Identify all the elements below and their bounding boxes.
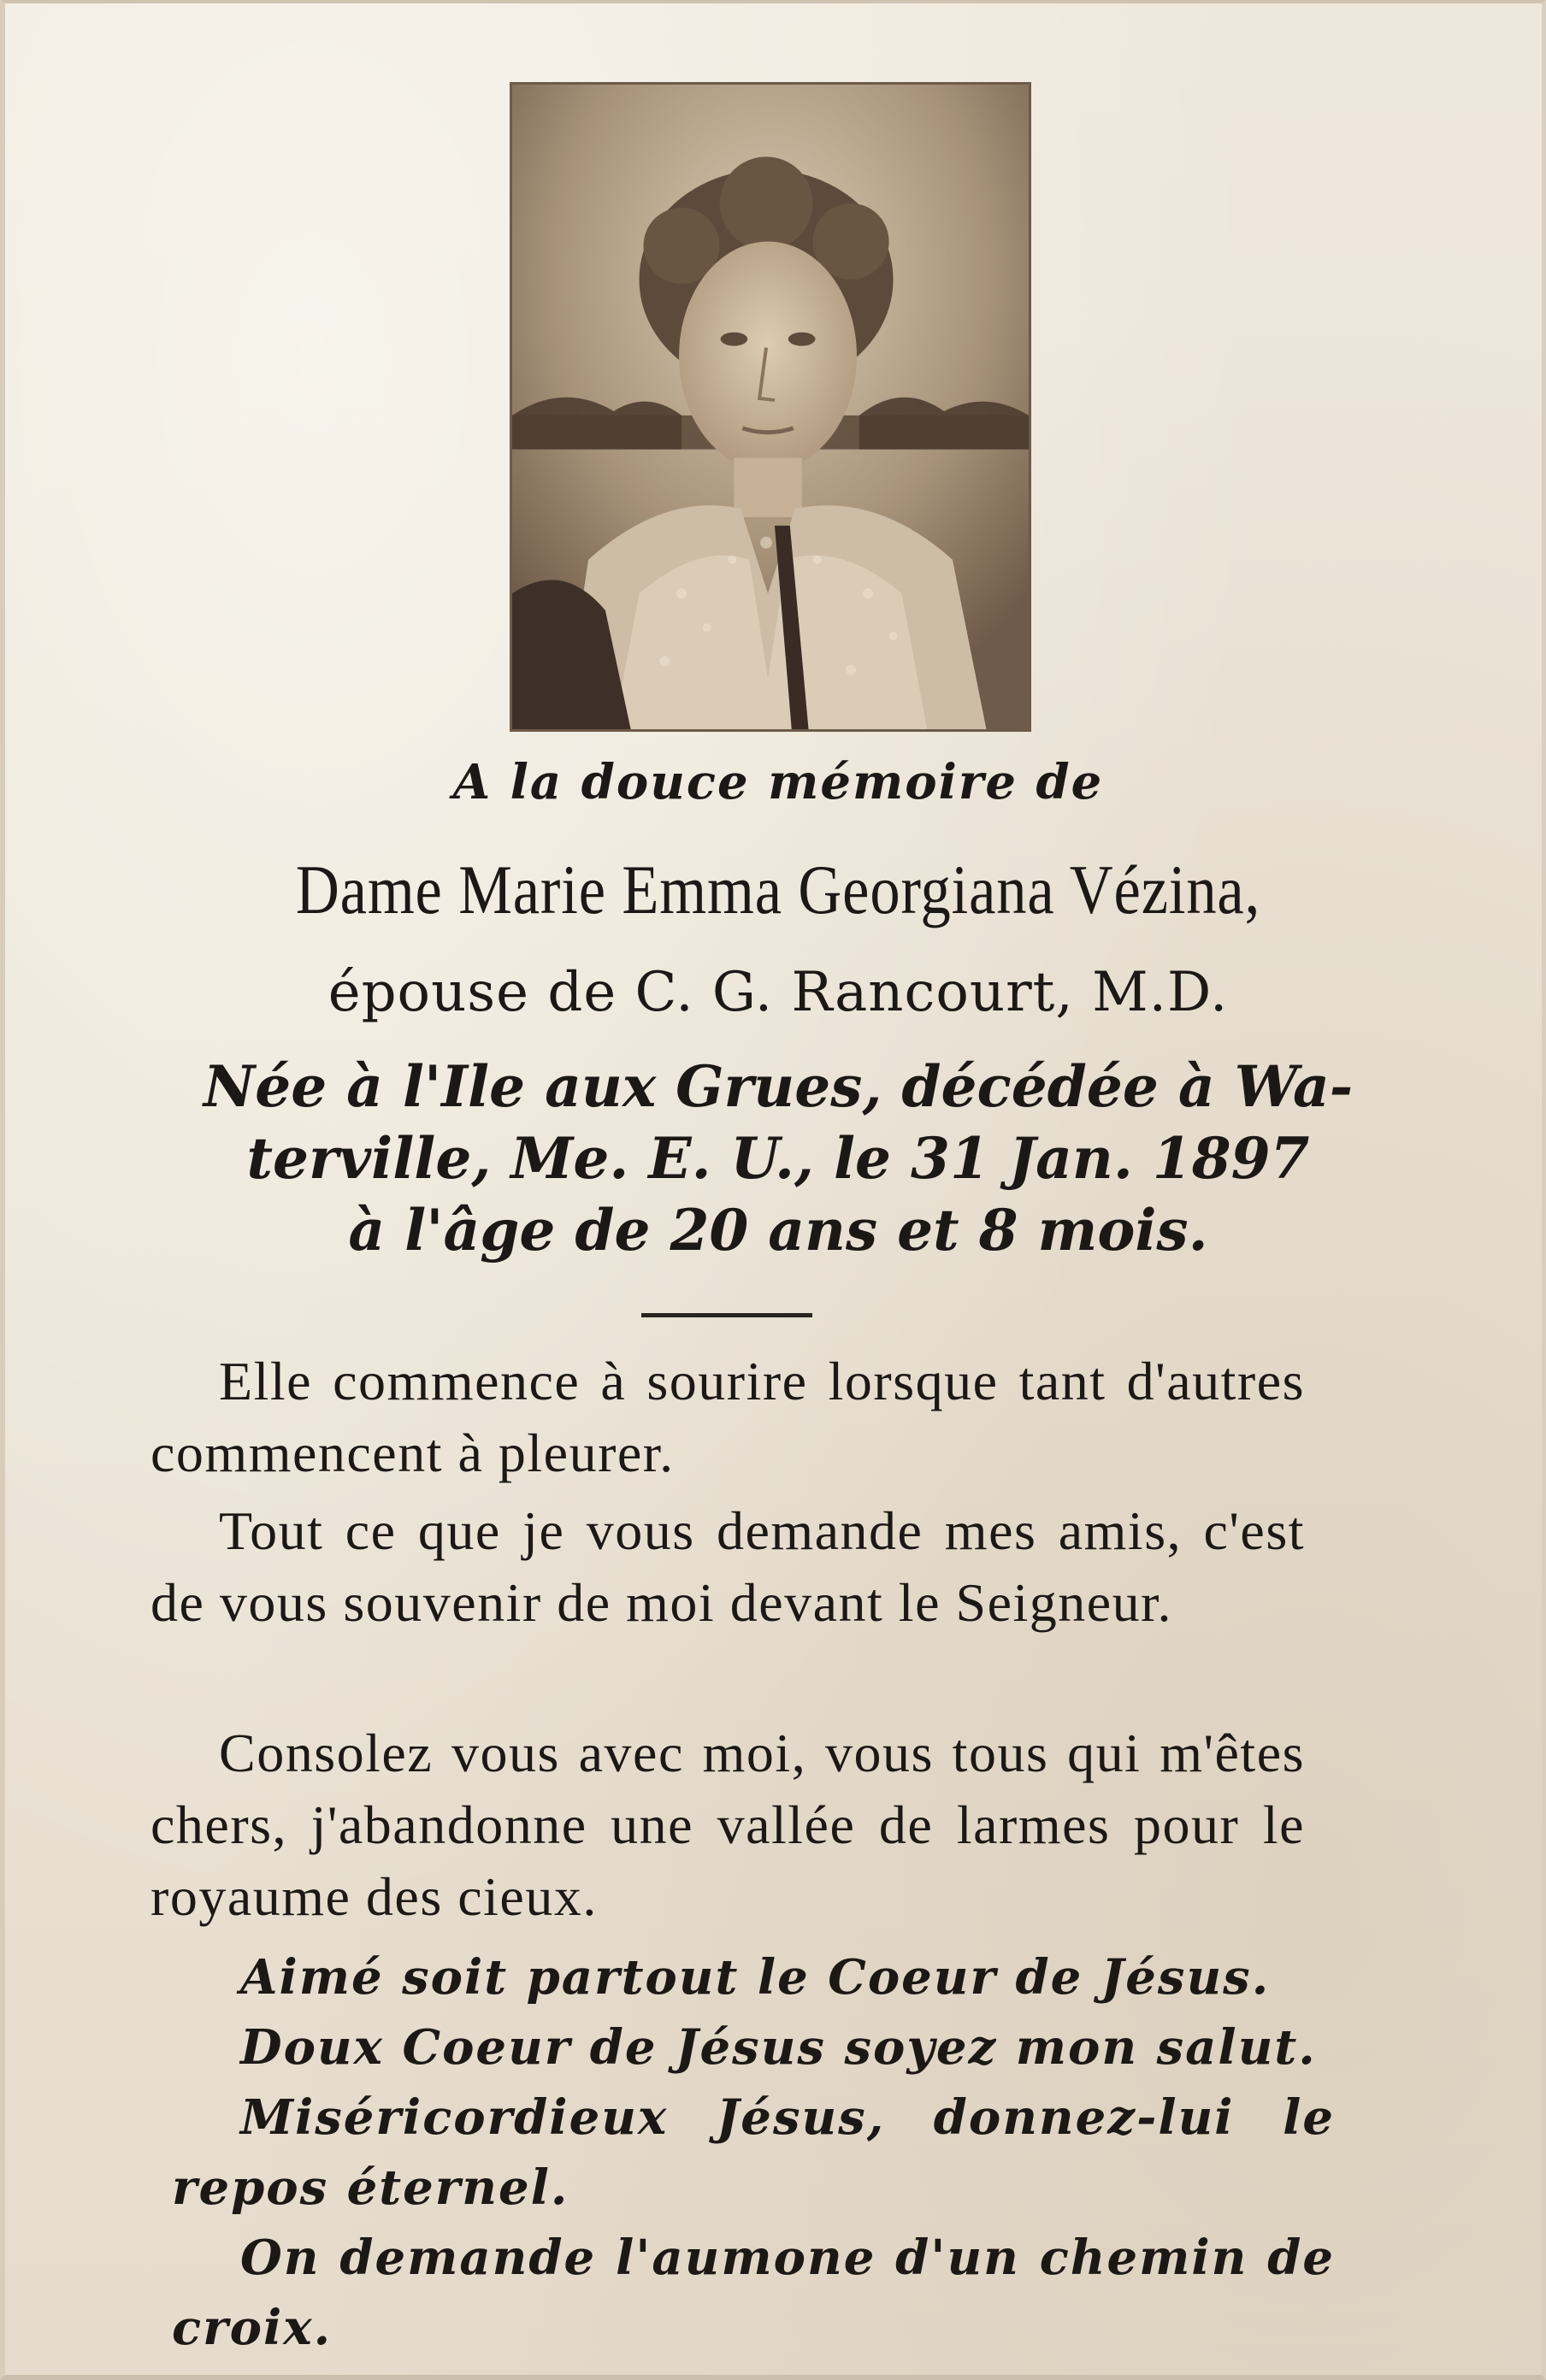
- verse-paragraph-1: Elle commence à sourire lorsque tant d'autres commencent à pleurer.: [150, 1351, 1305, 1483]
- verse-paragraph-3: Consolez vous avec moi, vous tous qui m'êtes chers, j'abandonne une vallée de larmes pour le royaume des cieux.: [150, 1723, 1305, 1927]
- birth-line-3: à l'âge de 20 ans et 8 mois.: [348, 1197, 1208, 1264]
- dedication: A la douce mémoire de: [452, 754, 1104, 810]
- birth-line-1: Née à l'Ile aux Grues, décédée à Wa-: [203, 1053, 1354, 1120]
- birth-death-info: [5, 1051, 1546, 1266]
- prayers-block: [172, 1942, 1335, 2363]
- portrait-photo: [510, 82, 1031, 732]
- prayer-line-4: On demande l'aumone d'un chemin de croix.: [172, 2230, 1335, 2356]
- verse-paragraph-2: Tout ce que je vous demande mes amis, c'est de vous souvenir de moi devant le Seigneur.: [150, 1500, 1305, 1633]
- spouse-line: épouse de C. G. Rancourt, M.D.: [327, 961, 1229, 1024]
- divider-rule: [641, 1313, 812, 1317]
- prayer-line-1: Aimé soit partout le Coeur de Jésus.: [240, 1949, 1271, 2006]
- deceased-name: Dame Marie Emma Georgiana Vézina,: [295, 851, 1261, 928]
- birth-line-2: terville, Me. E. U., le 31 Jan. 1897: [246, 1125, 1310, 1192]
- prayer-line-2: Doux Coeur de Jésus soyez mon salut.: [240, 2019, 1317, 2076]
- portrait-image: [512, 85, 1029, 729]
- prayer-line-3: Miséricordieux Jésus, donnez-lui le repos éternel.: [172, 2089, 1335, 2216]
